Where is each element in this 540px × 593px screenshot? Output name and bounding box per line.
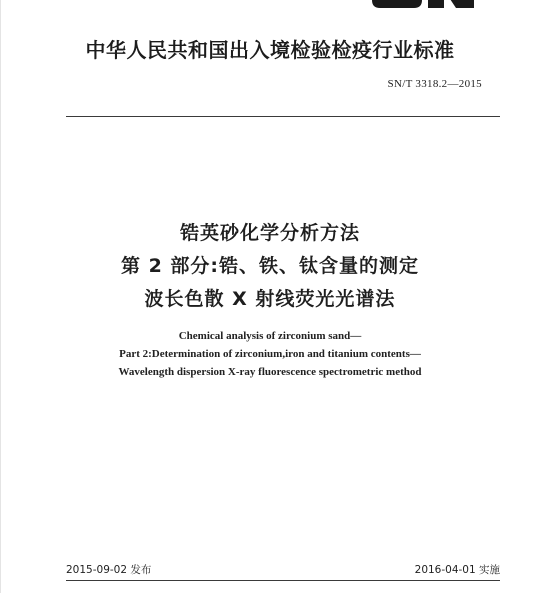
standard-number: SN/T 3318.2—2015 <box>387 78 482 90</box>
issue-date: 2015-09-02 发布 <box>66 564 152 576</box>
sn-logo <box>368 0 476 12</box>
chinese-title-line-2: 第 2 部分:锆、铁、钛含量的测定 <box>120 255 420 277</box>
standard-category-title: 中华人民共和国出入境检验检疫行业标准 <box>85 38 455 62</box>
english-title-line-2: Part 2:Determination of zirconium,iron and titanium contents— <box>119 348 421 360</box>
english-title-line-3: Wavelength dispersion X-ray fluorescence spectrometric method <box>118 366 422 378</box>
chinese-title-line-3: 波长色散 X 射线荧光光谱法 <box>144 288 396 310</box>
english-title-line-1: Chemical analysis of zirconium sand— <box>178 330 362 342</box>
header-divider <box>66 116 500 117</box>
footer-divider <box>66 580 500 581</box>
implementation-date: 2016-04-01 实施 <box>414 564 500 576</box>
chinese-title-line-1: 锆英砂化学分析方法 <box>179 222 360 244</box>
